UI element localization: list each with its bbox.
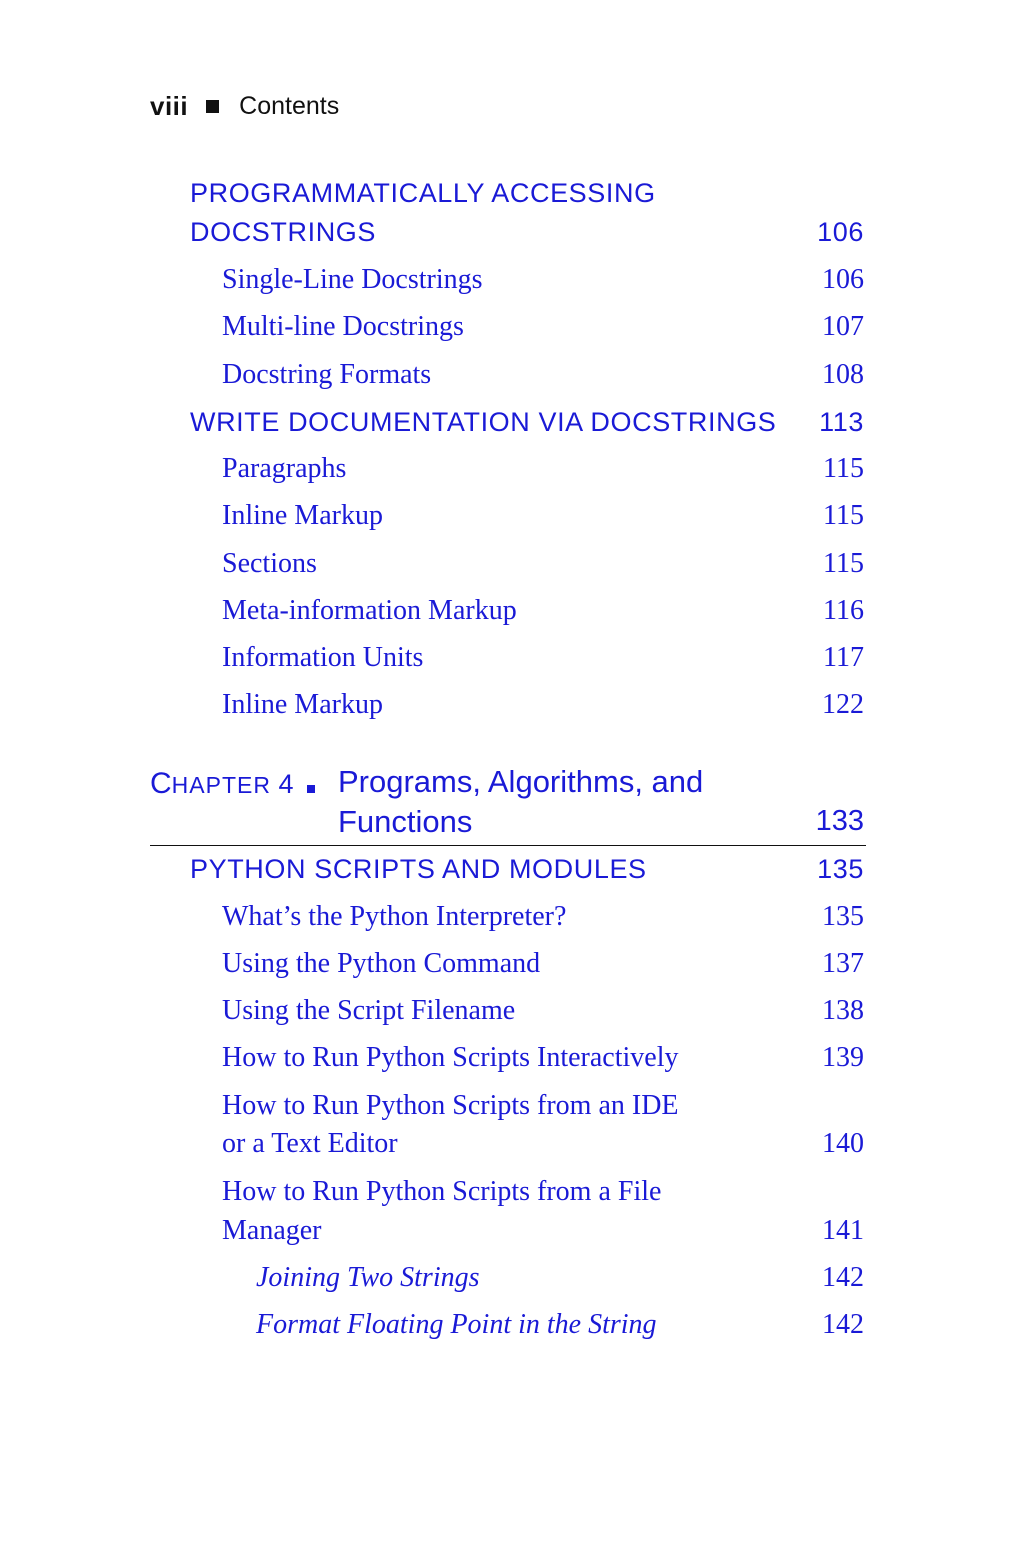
- toc-entry-page: 137: [822, 948, 864, 979]
- toc-entry-page: 140: [822, 1128, 864, 1159]
- toc-entry-title: What’s the Python Interpreter?: [222, 901, 567, 932]
- toc-entry-page: 106: [822, 264, 864, 295]
- toc-entry-title: Information Units: [222, 642, 424, 673]
- chapter-title-line-2: Functions: [338, 804, 473, 839]
- toc-entry-title: Paragraphs: [222, 453, 347, 484]
- toc-entry-page: 117: [823, 642, 864, 673]
- toc-entry-title-line-2: or a Text Editor: [222, 1128, 398, 1159]
- toc-entry-page: 122: [822, 689, 864, 720]
- toc-entry-page: 116: [823, 595, 864, 626]
- toc-entry-title-line-1: PROGRAMMATICALLY ACCESSING: [190, 178, 656, 208]
- toc-entry-title-line-2: DOCSTRINGS: [190, 217, 377, 247]
- toc-entry-page: 113: [819, 407, 864, 437]
- chapter-number: 4: [278, 769, 294, 799]
- toc-entry-page: 108: [822, 359, 864, 390]
- toc-entry-title: Using the Script Filename: [222, 995, 516, 1026]
- toc-entry-page: 115: [823, 548, 864, 579]
- chapter-bullet-icon: [307, 785, 315, 793]
- chapter-page: 133: [815, 805, 864, 837]
- toc-entry-title: Docstring Formats: [222, 359, 432, 390]
- page-number: viii: [150, 90, 189, 121]
- toc-entry-page: 115: [823, 500, 864, 531]
- toc-entry-title: Meta-information Markup: [222, 595, 517, 626]
- toc-entry-page: 139: [822, 1042, 864, 1073]
- toc-entry-page: 142: [822, 1262, 864, 1293]
- toc-entry-page: 106: [817, 217, 864, 247]
- toc-entry-page: 138: [822, 995, 864, 1026]
- toc-entry-title: Inline Markup: [222, 689, 383, 720]
- toc-entry-page: 135: [817, 854, 864, 884]
- toc-entry-title: Using the Python Command: [222, 948, 541, 979]
- toc-entry-page: 142: [822, 1309, 864, 1340]
- chapter-divider: [150, 845, 866, 846]
- toc-entry-title: Single-Line Docstrings: [222, 264, 483, 295]
- running-title: Contents: [239, 91, 340, 120]
- toc-entry-title: Inline Markup: [222, 500, 383, 531]
- toc-entry-title-line-1: How to Run Python Scripts from a File: [222, 1176, 662, 1207]
- toc-entry-title: PYTHON SCRIPTS AND MODULES: [190, 854, 647, 884]
- toc-entry-title-line-2: Manager: [222, 1215, 322, 1246]
- toc-entry-title-line-1: How to Run Python Scripts from an IDE: [222, 1090, 679, 1121]
- toc-entry-title: Sections: [222, 548, 317, 579]
- toc-entry-page: 115: [823, 453, 864, 484]
- chapter-label: CHAPTER 4: [150, 767, 294, 800]
- toc-entry-title: Joining Two Strings: [256, 1262, 480, 1293]
- toc-entry-page: 107: [822, 311, 864, 342]
- toc-entry-page: 135: [822, 901, 864, 932]
- toc-entry-title: WRITE DOCUMENTATION VIA DOCSTRINGS: [190, 407, 777, 437]
- toc-entry-title: How to Run Python Scripts Interactively: [222, 1042, 679, 1073]
- chapter-title-line-1: Programs, Algorithms, and: [338, 764, 704, 799]
- toc-entry-title: Format Floating Point in the String: [256, 1309, 657, 1340]
- toc-entry-title: Multi-line Docstrings: [222, 311, 464, 342]
- toc-entry-page: 141: [822, 1215, 864, 1246]
